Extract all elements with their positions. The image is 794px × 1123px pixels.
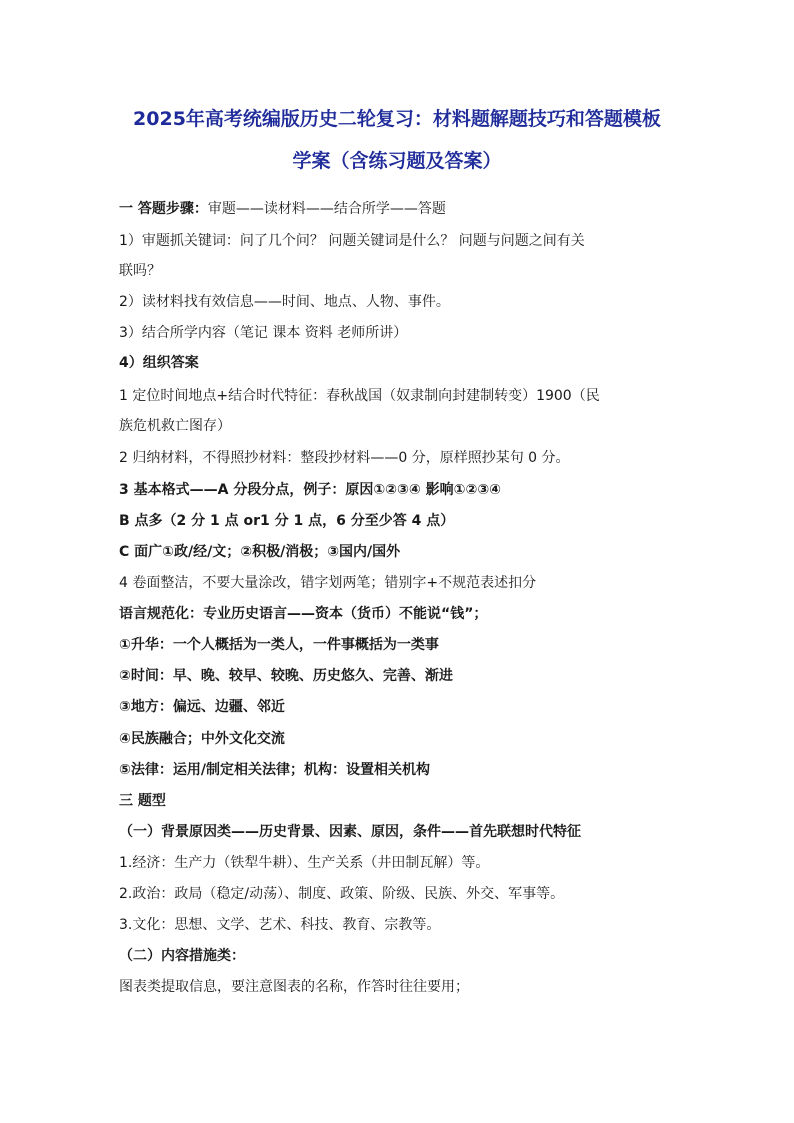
bold-paragraph-line: 3 基本格式——A 分段分点，例子：原因①②③④ 影响①②③④ [119, 482, 502, 498]
paragraph-line: 1 定位时间地点+结合时代特征：春秋战国（奴隶制向封建制转变）1900（民 [119, 388, 600, 404]
bold-text: 一 答题步骤： [119, 201, 208, 217]
body-text: 审题——读材料——结合所学——答题 [207, 201, 446, 217]
paragraph-line: 2.政治：政局（稳定/动荡）、制度、政策、阶级、民族、外交、军事等。 [119, 886, 565, 902]
bold-paragraph-line: ③地方：偏远、边疆、邻近 [119, 699, 285, 715]
paragraph-line: 族危机救亡图存） [119, 418, 231, 434]
document-title-line-1: 2025年高考统编版历史二轮复习：材料题解题技巧和答题模板 [133, 108, 661, 130]
bold-paragraph-line: ④民族融合；中外文化交流 [119, 731, 285, 747]
bold-paragraph-line: B 点多（2 分 1 点 or1 分 1 点，6 分至少答 4 点） [119, 513, 455, 529]
subheading-line: （二）内容措施类： [119, 948, 245, 964]
document-title-line-2: 学案（含练习题及答案） [292, 150, 502, 172]
bold-paragraph-line: 语言规范化：专业历史语言——资本（货币）不能说“钱”； [119, 606, 488, 622]
paragraph-line: 3.文化：思想、文学、艺术、科技、教育、宗教等。 [119, 917, 441, 933]
paragraph-line: 2 归纳材料，不得照抄材料：整段抄材料——0 分，原样照抄某句 0 分。 [119, 450, 570, 466]
paragraph-line: 1）审题抓关键词：问了几个问？ 问题关键词是什么？ 问题与问题之间有关 [119, 233, 585, 249]
section-heading-steps [119, 199, 699, 219]
section-heading-types: 三 题型 [119, 793, 166, 809]
paragraph-line: 图表类提取信息，要注意图表的名称，作答时往往要用； [119, 979, 469, 995]
subheading-line: 4）组织答案 [119, 355, 199, 371]
bold-paragraph-line: ⑤法律：运用/制定相关法律；机构：设置相关机构 [119, 762, 430, 778]
paragraph-line: 1.经济：生产力（铁犁牛耕）、生产关系（井田制瓦解）等。 [119, 855, 490, 871]
paragraph-line: 联吗？ [119, 263, 161, 279]
bold-paragraph-line: ②时间：早、晚、较早、较晚、历史悠久、完善、渐进 [119, 668, 453, 684]
paragraph-line: 3）结合所学内容（笔记 课本 资料 老师所讲） [119, 325, 408, 341]
bold-paragraph-line: ①升华：一个人概括为一类人，一件事概括为一类事 [119, 637, 439, 653]
paragraph-line: 2）读材料找有效信息——时间、地点、人物、事件。 [119, 294, 450, 310]
bold-paragraph-line: C 面广①政/经/文；②积极/消极；③国内/国外 [119, 544, 401, 560]
paragraph-line: 4 卷面整洁，不要大量涂改，错字划两笔；错别字+不规范表述扣分 [119, 575, 537, 591]
subheading-line: （一）背景原因类——历史背景、因素、原因，条件——首先联想时代特征 [119, 824, 581, 840]
